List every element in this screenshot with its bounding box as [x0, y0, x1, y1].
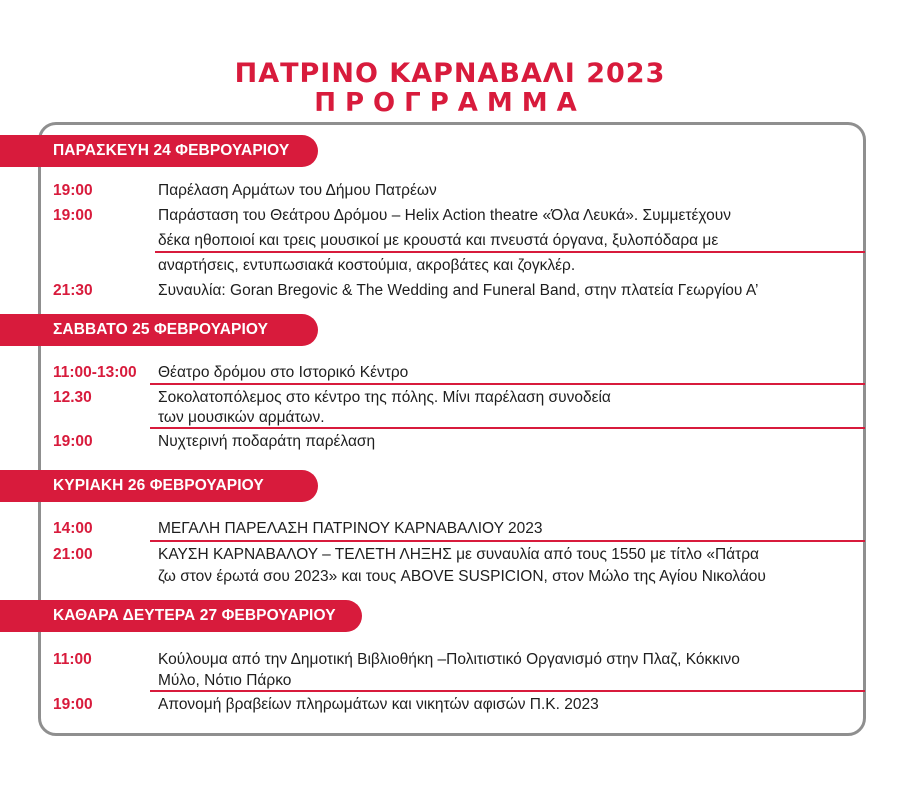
event-time: 19:00	[53, 433, 93, 450]
event-text: Απονομή βραβείων πληρωμάτων και νικητών αφισών Π.Κ. 2023	[158, 696, 599, 713]
event-time: 19:00	[53, 182, 93, 199]
event-time: 11:00-13:00	[53, 364, 137, 381]
event-text: ζω στον έρωτά σου 2023» και τους ABOVE SUSPICION, στον Μώλο της Αγίου Νικολάου	[158, 568, 766, 585]
page-subtitle: ΠΡΟΓΡΑΜΜΑ	[314, 88, 586, 118]
day-banner-clean-monday: ΚΑΘΑΡΑ ΔΕΥΤΕΡΑ 27 ΦΕΒΡΟΥΑΡΙΟΥ	[0, 600, 362, 632]
event-time: 14:00	[53, 520, 93, 537]
day-banner-saturday: ΣΑΒΒΑΤΟ 25 ΦΕΒΡΟΥΑΡΙΟΥ	[0, 314, 318, 346]
event-text: Κούλουμα από την Δημοτική Βιβλιοθήκη –Πολιτιστικό Οργανισμό στην Πλαζ, Κόκκινο	[158, 651, 740, 668]
event-time: 12.30	[53, 389, 92, 406]
event-text: Νυχτερινή ποδαράτη παρέλαση	[158, 433, 376, 450]
day-banner-sunday: ΚΥΡΙΑΚΗ 26 ΦΕΒΡΟΥΑΡΙΟΥ	[0, 470, 318, 502]
event-text: Θέατρο δρόμου στο Ιστορικό Κέντρο	[158, 364, 409, 381]
event-text: Συναυλία: Goran Bregovic & The Wedding and Funeral Band, στην πλατεία Γεωργίου Α’	[158, 282, 759, 299]
event-time: 21:30	[53, 282, 93, 299]
event-text: Παράσταση του Θεάτρου Δρόμου – Helix Action theatre «Όλα Λευκά». Συμμετέχουν	[158, 207, 731, 224]
event-text: ΜΕΓΑΛΗ ΠΑΡΕΛΑΣΗ ΠΑΤΡΙΝΟΥ ΚΑΡΝΑΒΑΛΙΟΥ 2023	[158, 520, 543, 537]
event-text: αναρτήσεις, εντυπωσιακά κοστούμια, ακροβάτες και ζογκλέρ.	[158, 257, 576, 274]
event-text: Παρέλαση Αρμάτων του Δήμου Πατρέων	[158, 182, 437, 199]
event-text: Σοκολατοπόλεμος στο κέντρο της πόλης. Μίνι παρέλαση συνοδεία	[158, 389, 611, 406]
day-banner-friday: ΠΑΡΑΣΚΕΥΗ 24 ΦΕΒΡΟΥΑΡΙΟΥ	[0, 135, 318, 167]
page-title: ΠΑΤΡΙΝΟ ΚΑΡΝΑΒΑΛΙ 2023	[234, 58, 666, 89]
event-text: των μουσικών αρμάτων.	[158, 409, 325, 426]
event-text: δέκα ηθοποιοί και τρεις μουσικοί με κρουστά και πνευστά όργανα, ξυλοπόδαρα με	[158, 232, 719, 249]
event-text: Μύλο, Νότιο Πάρκο	[158, 672, 292, 689]
event-time: 21:00	[53, 546, 93, 563]
event-time: 11:00	[53, 651, 92, 668]
event-time: 19:00	[53, 696, 93, 713]
event-text: ΚΑΥΣΗ ΚΑΡΝΑΒΑΛΟΥ – ΤΕΛΕΤΗ ΛΗΞΗΣ με συναυλία από τους 1550 με τίτλο «Πάτρα	[158, 546, 760, 563]
event-time: 19:00	[53, 207, 93, 224]
